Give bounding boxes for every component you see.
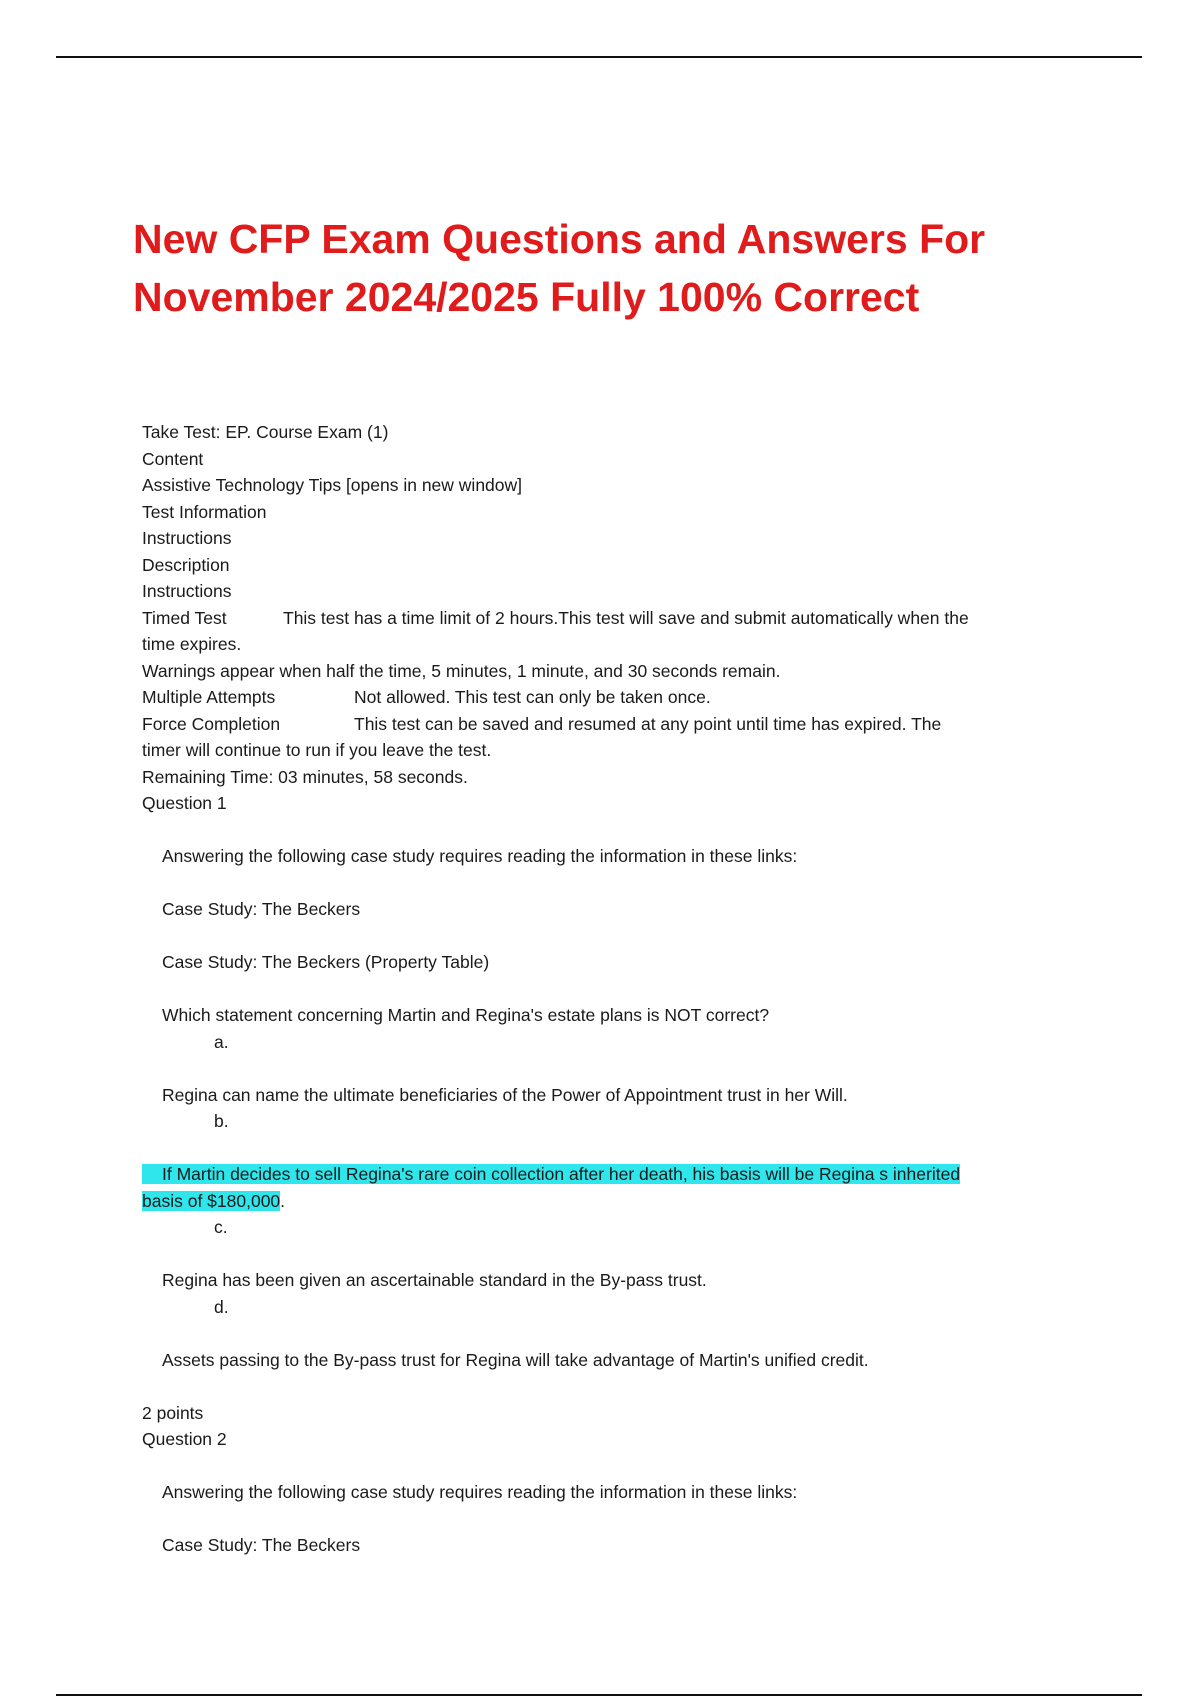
option-d-letter: d. <box>214 1296 229 1317</box>
option-c-text[interactable]: Regina has been given an ascertainable standard in the By-pass trust. <box>162 1270 707 1290</box>
timed-test-text-cont: time expires. <box>142 634 242 654</box>
test-information-label: Test Information <box>142 501 267 522</box>
option-b-letter: b. <box>214 1111 229 1131</box>
multiple-attempts-label: Multiple Attempts <box>142 687 276 707</box>
instructions-label-2: Instructions <box>142 581 232 601</box>
option-c-letter: c. <box>214 1217 228 1237</box>
force-completion-text-cont: timer will continue to run if you leave the test. <box>142 740 492 760</box>
option-b-tail: . <box>280 1190 286 1211</box>
title-line-2: November 2024/2025 Fully 100% Correct <box>133 274 920 320</box>
top-rule <box>56 56 1142 58</box>
force-completion-text: This test can be saved and resumed at any point until time has expired. The <box>354 713 942 734</box>
question-1-heading: Question 1 <box>142 793 227 813</box>
option-a-letter: a. <box>214 1031 229 1052</box>
warnings-text: Warnings appear when half the time, 5 minutes, 1 minute, and 30 seconds remain. <box>142 660 781 681</box>
question-2-intro: Answering the following case study requires reading the information in these links: <box>162 1482 798 1502</box>
multiple-attempts-row <box>142 684 1072 711</box>
option-b-text[interactable] <box>142 1161 1072 1188</box>
option-b-text-cont <box>142 1188 1072 1215</box>
multiple-attempts-text: Not allowed. This test can only be taken once. <box>354 687 711 707</box>
timed-test-label: Timed Test <box>142 607 227 628</box>
take-test-heading: Take Test: EP. Course Exam (1) <box>142 422 389 442</box>
timed-test-text: This test has a time limit of 2 hours.This test will save and submit automatically when the <box>283 607 969 628</box>
bottom-rule <box>56 1694 1142 1696</box>
option-d-text[interactable]: Assets passing to the By-pass trust for Regina will take advantage of Martin's unified credit. <box>162 1349 869 1370</box>
option-b-highlight-line1: If Martin decides to sell Regina's rare coin collection after her death, his basis will be Regina s inherited <box>142 1164 960 1184</box>
document-title <box>133 210 1133 326</box>
title-line-1: New CFP Exam Questions and Answers For <box>133 216 986 262</box>
question-1-prompt: Which statement concerning Martin and Regina's estate plans is NOT correct? <box>162 1005 770 1025</box>
question-1-intro: Answering the following case study requires reading the information in these links: <box>162 846 798 866</box>
timed-test-row <box>142 605 1072 632</box>
force-completion-row <box>142 711 1072 738</box>
question-2-case-study-link[interactable]: Case Study: The Beckers <box>162 1535 361 1555</box>
assistive-technology-link[interactable]: Assistive Technology Tips [opens in new window] <box>142 475 523 495</box>
case-study-property-table-link[interactable]: Case Study: The Beckers (Property Table) <box>162 952 490 972</box>
force-completion-label: Force Completion <box>142 713 281 734</box>
content-label: Content <box>142 448 204 469</box>
case-study-link[interactable]: Case Study: The Beckers <box>162 899 361 919</box>
question-2-heading: Question 2 <box>142 1429 227 1449</box>
option-b-highlight-line2: basis of $180,000 <box>142 1190 281 1211</box>
question-1-points: 2 points <box>142 1402 204 1423</box>
description-label: Description <box>142 554 230 575</box>
instructions-label: Instructions <box>142 528 232 548</box>
remaining-time: Remaining Time: 03 minutes, 58 seconds. <box>142 766 468 787</box>
option-a-text[interactable]: Regina can name the ultimate beneficiaries of the Power of Appointment trust in her Will. <box>162 1084 848 1105</box>
test-content <box>142 419 1072 1559</box>
